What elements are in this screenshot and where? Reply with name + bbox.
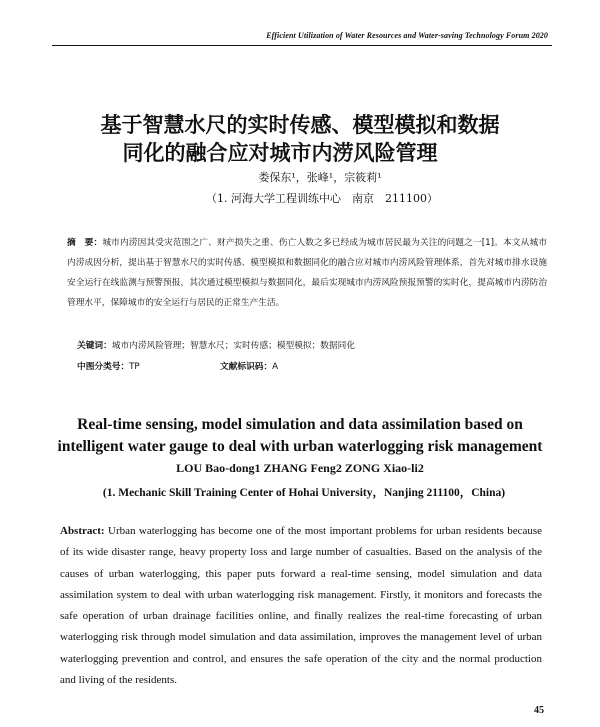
cn-title-line1: 基于智慧水尺的实时传感、模型模拟和数据 xyxy=(100,112,500,137)
cn-abstract-label: 摘 要： xyxy=(67,238,103,248)
cn-doc-label: 文献标识码： xyxy=(220,362,273,372)
cn-authors: 娄保东¹，张峰¹，宗筱莉¹ xyxy=(258,171,382,184)
cn-keywords xyxy=(77,339,355,351)
page-number: 45 xyxy=(534,705,544,716)
en-title-line1: Real-time sensing, model simulation and data assimilation based on xyxy=(77,416,523,433)
running-header: Efficient Utilization of Water Resources and Water-saving Technology Forum 2020 xyxy=(266,31,548,40)
cn-doc-value: A xyxy=(272,362,279,372)
en-authors: LOU Bao-dong1 ZHANG Feng2 ZONG Xiao-li2 xyxy=(176,461,424,475)
en-title-line2: intelligent water gauge to deal with urban waterlogging risk management xyxy=(57,438,543,455)
cn-keywords-label: 关键词： xyxy=(77,341,112,351)
en-abstract xyxy=(60,521,542,691)
cn-class-label: 中图分类号： xyxy=(77,362,130,372)
en-abstract-label: Abstract: xyxy=(60,525,105,537)
en-affiliation: (1. Mechanic Skill Training Center of Hohai University，Nanjing 211100，China) xyxy=(102,487,506,499)
en-abstract-text: Urban waterlogging has become one of the most important problems for urban residents because of its wide disaster range, heavy property loss and large number of casualties. Based on the analysis of the causes of urban waterlogging, this paper puts forward a real-time sensing, model simulation and data assimilation system to deal with urban waterlogging risk management. Firstly, it monitors and forecasts the safe operation of urban drainage facilities online, and finally realizes the real-time forecasting of urban waterlogging risk through model simulation and data assimilation, improves the management level of urban waterlogging prevention and control, and ensures the safe operation of the city and the normal production and living of the residents. xyxy=(60,525,543,687)
header-rule xyxy=(52,45,552,46)
cn-keywords-text: 城市内涝风险管理；智慧水尺；实时传感；模型模拟；数据同化 xyxy=(111,341,355,351)
cn-abstract-text: 城市内涝因其受灾范围之广、财产损失之重、伤亡人数之多已经成为城市居民最为关注的问题之一[1]。本文从城市内涝成因分析，提出基于智慧水尺的实时传感、模型模拟和数据同化的融合应对城市内涝风险管理体系，首先对城市排水设施安全运行在线监测与预警预报，其次通过模型模拟与数据同化，最后实现城市内涝风险预报预警的实时化，提高城市内涝防治管理水平，保障城市的安全运行与居民的正常生产生活。 xyxy=(67,238,548,308)
cn-title-line2: 同化的融合应对城市内涝风险管理 xyxy=(122,140,438,165)
cn-title xyxy=(0,111,600,167)
cn-abstract xyxy=(67,233,547,313)
cn-classification xyxy=(77,360,477,372)
cn-class-value: TP xyxy=(129,362,140,372)
cn-doc-code xyxy=(220,360,278,372)
en-title xyxy=(0,414,600,458)
cn-affiliation: （1. 河海大学工程训练中心 南京 211100） xyxy=(206,192,438,205)
